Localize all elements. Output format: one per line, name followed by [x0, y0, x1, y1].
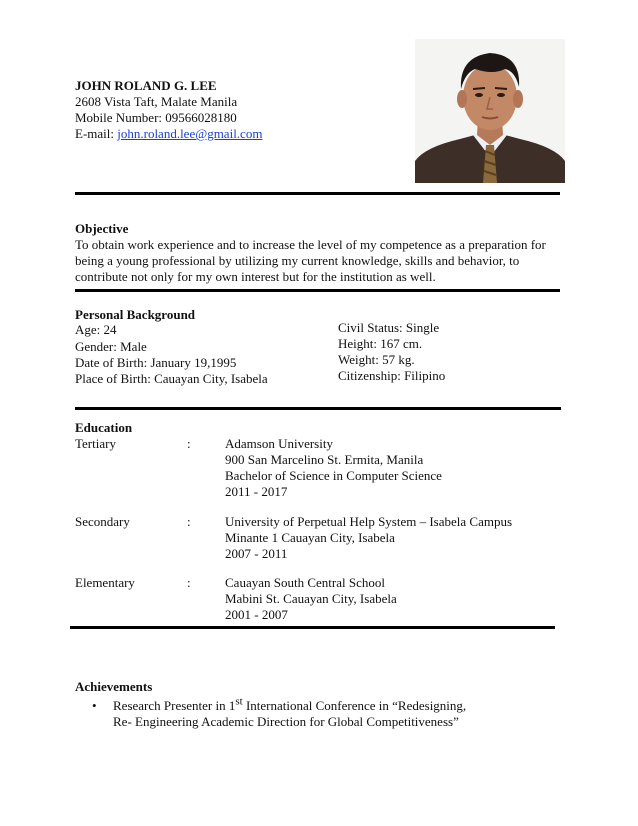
personal-gender: Gender: Male: [75, 339, 147, 354]
achievement-text-pre: Research Presenter in 1: [113, 698, 236, 713]
education-colon: :: [187, 514, 191, 529]
education-address: 900 San Marcelino St. Ermita, Manila: [225, 452, 424, 467]
education-school: University of Perpetual Help System – Isabela Campus: [225, 514, 513, 529]
personal-height: Height: 167 cm.: [338, 336, 423, 351]
education-degree: Bachelor of Science in Computer Science: [225, 468, 442, 483]
education-colon: :: [187, 575, 191, 590]
objective-line: To obtain work experience and to increase the level of my competence as a preparation for: [75, 237, 546, 252]
bullet-icon: •: [92, 698, 97, 713]
education-address: Minante 1 Cauayan City, Isabela: [225, 530, 395, 545]
objective-line: contribute not only for my own interest but for the institution as well.: [75, 269, 436, 284]
email-line: [75, 126, 262, 142]
education-school: Adamson University: [225, 436, 333, 451]
education-years: 2011 - 2017: [225, 484, 288, 499]
mobile-number: Mobile Number: 09566028180: [75, 110, 237, 125]
education-heading: Education: [75, 420, 133, 435]
achievement-item-line2: Re- Engineering Academic Direction for Global Competitiveness”: [113, 714, 459, 729]
personal-weight: Weight: 57 kg.: [338, 352, 415, 367]
profile-photo: [415, 39, 565, 183]
applicant-name: JOHN ROLAND G. LEE: [75, 78, 217, 93]
education-level-tertiary: Tertiary: [75, 436, 116, 451]
education-years: 2001 - 2007: [225, 607, 288, 622]
education-address: Mabini St. Cauayan City, Isabela: [225, 591, 397, 606]
objective-heading: Objective: [75, 221, 129, 236]
education-years: 2007 - 2011: [225, 546, 288, 561]
divider-objective: [75, 289, 560, 292]
personal-citizenship: Citizenship: Filipino: [338, 368, 446, 383]
achievement-ordinal: st: [235, 695, 243, 708]
personal-heading: Personal Background: [75, 307, 196, 322]
personal-age: Age: 24: [75, 322, 117, 337]
email-link[interactable]: john.roland.lee@gmail.com: [117, 126, 263, 141]
education-level-secondary: Secondary: [75, 514, 130, 529]
personal-birthdate: Date of Birth: January 19,1995: [75, 355, 237, 370]
achievement-text-post: International Conference in “Redesigning,: [242, 698, 467, 713]
address: 2608 Vista Taft, Malate Manila: [75, 94, 238, 109]
divider-header: [75, 192, 560, 195]
divider-personal: [75, 407, 561, 410]
divider-education: [70, 626, 555, 629]
achievement-item: [113, 695, 467, 714]
objective-line: being a young professional by utilizing my current knowledge, skills and behavior, to: [75, 253, 520, 268]
email-label: E-mail:: [75, 126, 118, 141]
personal-civil-status: Civil Status: Single: [338, 320, 440, 335]
education-school: Cauayan South Central School: [225, 575, 385, 590]
profile-photo-drawing: [415, 39, 565, 183]
personal-birthplace: Place of Birth: Cauayan City, Isabela: [75, 371, 268, 386]
education-colon: :: [187, 436, 191, 451]
education-level-elementary: Elementary: [75, 575, 135, 590]
achievements-heading: Achievements: [75, 679, 153, 694]
